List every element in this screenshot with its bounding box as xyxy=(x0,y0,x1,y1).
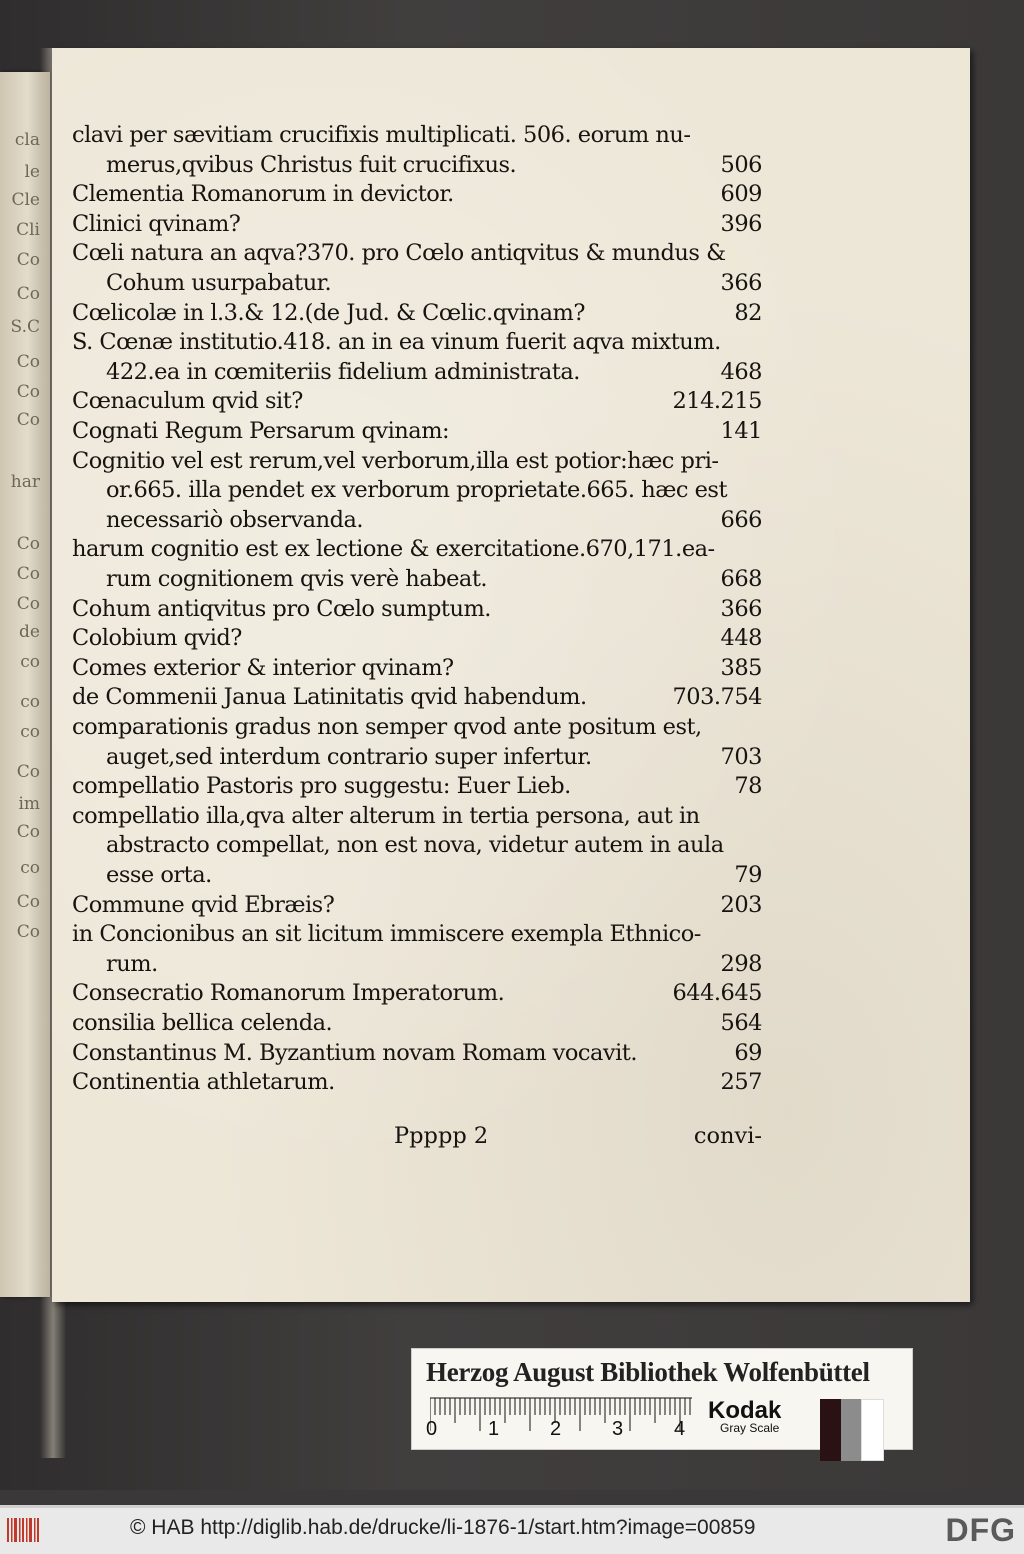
index-entry-text: Clinici qvinam? xyxy=(72,210,241,237)
left-page-fragment: de xyxy=(19,622,40,642)
index-entry-text: comparationis gradus non semper qvod ante positum est, xyxy=(72,714,702,740)
left-page-fragment: co xyxy=(20,722,40,742)
index-page-number: 703 xyxy=(720,743,762,770)
index-line xyxy=(72,890,762,920)
index-entry-text: rum. xyxy=(106,950,158,977)
left-page-fragment: Cle xyxy=(11,190,40,210)
gray-patch xyxy=(861,1399,884,1461)
barcode-icon xyxy=(6,1516,40,1544)
index-line xyxy=(72,150,762,180)
left-page-fragment: Co xyxy=(16,410,40,430)
left-page-fragment: har xyxy=(10,472,40,492)
ruler-scale xyxy=(430,1397,700,1433)
left-page-fragment: im xyxy=(18,794,40,814)
index-line xyxy=(72,623,762,653)
index-entry-text: consilia bellica celenda. xyxy=(72,1010,333,1036)
index-entry-text: Colobium qvid? xyxy=(72,625,242,652)
left-page-fragment: co xyxy=(20,652,40,672)
index-page-number: 69 xyxy=(734,1039,762,1066)
index-entry-text: merus,qvibus Christus fuit crucifixus. xyxy=(106,151,517,178)
left-page-fragment: Co xyxy=(16,594,40,614)
catchword: convi- xyxy=(693,1123,762,1149)
index-page-number: 203 xyxy=(720,891,762,918)
gray-patch xyxy=(841,1399,862,1461)
index-entry-text: Continentia athletarum. xyxy=(72,1069,335,1096)
index-line xyxy=(72,653,762,683)
index-line xyxy=(72,179,762,209)
ruler-number: 0 xyxy=(426,1418,438,1440)
index-line xyxy=(72,298,762,328)
index-line xyxy=(72,475,762,505)
index-line xyxy=(72,712,762,742)
left-page-fragment: Co xyxy=(16,564,40,584)
index-line xyxy=(72,1067,762,1097)
index-entry-text: compellatio illa,qva alter alterum in tertia persona, aut in xyxy=(72,802,700,829)
index-line xyxy=(72,386,762,416)
index-entry-text: Cognitio vel est rerum,vel verborum,illa est potior:hæc pri- xyxy=(72,447,719,474)
index-line xyxy=(72,919,762,949)
index-line xyxy=(72,446,762,476)
index-page-number: 644.645 xyxy=(672,980,762,1007)
index-line xyxy=(72,594,762,624)
index-page-number: 703.754 xyxy=(672,684,762,711)
index-page-number: 257 xyxy=(720,1069,762,1096)
left-page-fragment: Co xyxy=(16,922,40,942)
index-page-number: 448 xyxy=(720,625,762,652)
index-line xyxy=(72,534,762,564)
index-page-number: 214.215 xyxy=(672,388,762,415)
index-page-number: 78 xyxy=(734,773,762,800)
index-entry-text: rum cognitionem qvis verè habeat. xyxy=(106,566,488,592)
color-calibration-card xyxy=(411,1348,913,1450)
index-page-number: 141 xyxy=(720,418,762,444)
left-page-fragment: Co xyxy=(16,352,40,372)
index-page-number: 79 xyxy=(734,862,762,888)
index-line xyxy=(72,327,762,357)
index-page-number: 666 xyxy=(720,506,762,533)
left-page-fragment: Co xyxy=(16,534,40,554)
index-entry-text: Cœnaculum qvid sit? xyxy=(72,388,303,415)
footer-bar xyxy=(0,1508,1024,1554)
index-entry-text: compellatio Pastoris pro suggestu: Euer Lieb. xyxy=(72,773,571,800)
index-line xyxy=(72,1008,762,1038)
index-page-number: 385 xyxy=(720,654,762,681)
left-page-fragment: Co xyxy=(16,250,40,270)
index-entry-text: Cohum usurpabatur. xyxy=(106,270,332,296)
index-entry-text: Consecratio Romanorum Imperatorum. xyxy=(72,980,505,1007)
index-entry-text: S. Cœnæ institutio.418. an in ea vinum fuerit aqva mixtum. xyxy=(72,329,721,356)
index-page-number: 298 xyxy=(720,950,762,977)
index-entry-text: necessariò observanda. xyxy=(106,506,364,533)
left-page-fragment: co xyxy=(20,858,40,878)
index-line xyxy=(72,742,762,772)
left-page-fragment: le xyxy=(24,162,40,182)
index-entry-text: harum cognitio est ex lectione & exercitatione.670,171.ea- xyxy=(72,536,715,563)
gray-scale-label: Gray Scale xyxy=(720,1421,780,1435)
index-line xyxy=(72,860,762,890)
index-line xyxy=(72,357,762,387)
index-entry-text: Comes exterior & interior qvinam? xyxy=(72,654,454,681)
left-page-fragment: Cli xyxy=(16,220,40,240)
index-line xyxy=(72,1038,762,1068)
index-line xyxy=(72,209,762,239)
index-line xyxy=(72,771,762,801)
index-page-number: 668 xyxy=(720,566,762,592)
index-page-number: 366 xyxy=(720,595,762,622)
index-entry-text: esse orta. xyxy=(106,862,212,888)
left-page-fragment: Co xyxy=(16,892,40,912)
index-page-number: 366 xyxy=(720,270,762,296)
index-entry-text: Cohum antiqvitus pro Cœlo sumptum. xyxy=(72,595,491,622)
index-entry-text: or.665. illa pendet ex verborum proprietate.665. hæc est xyxy=(106,477,728,504)
left-page-text-fragments xyxy=(0,72,40,1297)
left-page-fragment: Co xyxy=(16,822,40,842)
index-line xyxy=(72,830,762,860)
index-entry-text: abstracto compellat, non est nova, videtur autem in aula xyxy=(106,832,724,859)
index-entry-text: Clementia Romanorum in devictor. xyxy=(72,181,454,208)
index-entry-text: auget,sed interdum contrario super infertur. xyxy=(106,743,592,770)
index-entry-text: 422.ea in cœmiteriis fidelium administrata. xyxy=(106,358,580,385)
gray-patch xyxy=(820,1399,841,1461)
index-entry-text: clavi per sævitiam crucifixis multiplicati. 506. eorum nu- xyxy=(72,122,691,148)
index-line xyxy=(72,120,762,150)
copyright-text: © HAB http://diglib.hab.de/drucke/li-1876-1/start.htm?image=00859 xyxy=(130,1516,756,1539)
index-entry-text: de Commenii Janua Latinitatis qvid habendum. xyxy=(72,684,587,711)
ruler-number: 4 xyxy=(674,1418,686,1440)
index-line xyxy=(72,505,762,535)
index-line xyxy=(72,978,762,1008)
index-line xyxy=(72,238,762,268)
ruler-number: 1 xyxy=(488,1418,500,1440)
index-page-number: 468 xyxy=(720,358,762,385)
left-page-fragment: S.C xyxy=(10,317,40,337)
index-page-number: 82 xyxy=(734,299,762,326)
index-line xyxy=(72,268,762,298)
index-page-number: 506 xyxy=(720,151,762,178)
index-entry-text: in Concionibus an sit licitum immiscere exempla Ethnico- xyxy=(72,921,701,948)
index-line xyxy=(72,682,762,712)
index-line xyxy=(72,416,762,446)
left-page-fragment: Co xyxy=(16,284,40,304)
index-page-number: 396 xyxy=(720,210,762,237)
signature-mark: Ppppp 2 xyxy=(394,1123,489,1149)
index-page-number: 564 xyxy=(720,1010,762,1036)
left-page-fragment: Co xyxy=(16,762,40,782)
index-entry-text: Cœli natura an aqva?370. pro Cœlo antiqvitus & mundus & xyxy=(72,240,726,267)
index-line xyxy=(72,564,762,594)
index-entry-text: Commune qvid Ebræis? xyxy=(72,891,335,918)
index-entry-text: Constantinus M. Byzantium novam Romam vocavit. xyxy=(72,1039,637,1066)
left-page-fragment: co xyxy=(20,692,40,712)
left-page-fragment: cla xyxy=(14,130,40,150)
ruler-number: 3 xyxy=(612,1418,624,1440)
gray-scale-patches xyxy=(820,1399,884,1461)
index-line xyxy=(72,949,762,979)
kodak-logo: Kodak xyxy=(708,1397,782,1424)
page-footer-line xyxy=(72,1121,762,1151)
index-page-number: 609 xyxy=(720,181,762,208)
left-page-fragment: Co xyxy=(16,382,40,402)
ruler-number: 2 xyxy=(550,1418,562,1440)
index-line xyxy=(72,801,762,831)
index-entry-text: Cognati Regum Persarum qvinam: xyxy=(72,418,450,444)
index-entry-text: Cœlicolæ in l.3.& 12.(de Jud. & Cœlic.qvinam? xyxy=(72,299,585,326)
library-name: Herzog August Bibliothek Wolfenbüttel xyxy=(426,1357,870,1387)
dfg-logo: DFG xyxy=(945,1512,1016,1548)
